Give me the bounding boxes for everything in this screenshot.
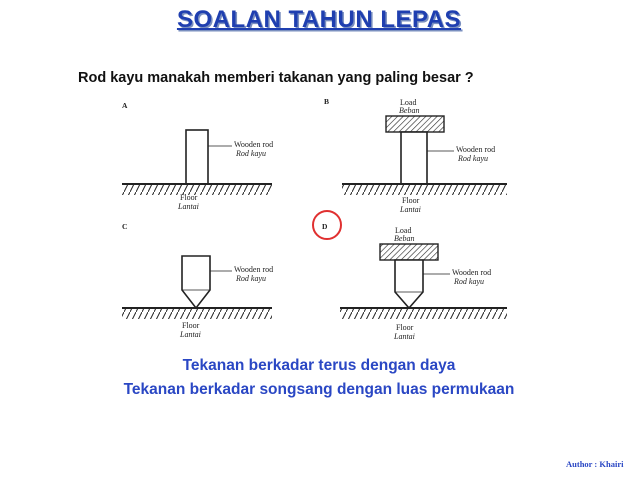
answer-highlight-circle [312,210,342,240]
pressure-fact-force: Tekanan berkadar terus dengan daya [182,357,456,374]
wooden-rod-a [186,130,208,184]
pressure-fact-area: Tekanan berkadar songsang dengan luas permukaan [123,381,515,398]
option-b-letter: B [324,97,330,106]
option-a [122,101,273,211]
floor-label-ms-b: Lantai [400,205,421,214]
option-d [322,222,507,341]
option-a-letter: A [122,101,128,110]
floor-label-ms-c: Lantai [180,330,201,339]
floor-label-ms-d: Lantai [394,332,415,341]
author-credit: Author : Khairi [566,459,624,469]
load-block-b [386,116,444,132]
load-label-b: Load [400,98,417,107]
option-d-letter: D [322,222,328,231]
option-c-letter: C [122,222,128,231]
floor-label-a: Floor [180,193,198,202]
rod-label-ms-d: Rod kayu [454,277,484,286]
rod-label-ms-a: Rod kayu [236,149,266,158]
load-label-ms-b: Beban [399,106,420,115]
option-c [122,222,273,339]
floor-label-b: Floor [402,196,420,205]
wooden-rod-b [401,132,427,184]
option-b [324,97,507,214]
slide-title: SOALAN TAHUN LEPAS [176,6,462,33]
floor-label-c: Floor [182,321,200,330]
rod-label-ms-b: Rod kayu [458,154,488,163]
floor-hatch-b [342,185,507,195]
rod-label-a: Wooden rod [234,140,274,149]
rod-label-d: Wooden rod [452,268,492,277]
rod-label-b: Wooden rod [456,145,496,154]
floor-hatch-c [122,309,272,319]
floor-hatch-d [340,309,507,319]
question-text: Rod kayu manakah memberi takanan yang paling besar ? [78,70,474,86]
load-label-ms-d: Beban [394,234,415,243]
pointed-rod-c [182,256,210,308]
rod-label-c: Wooden rod [234,265,274,274]
load-label-d: Load [395,226,412,235]
load-block-d [380,244,438,260]
floor-label-d: Floor [396,323,414,332]
pointed-rod-d [395,260,423,308]
floor-label-ms-a: Lantai [178,202,199,211]
rod-label-ms-c: Rod kayu [236,274,266,283]
